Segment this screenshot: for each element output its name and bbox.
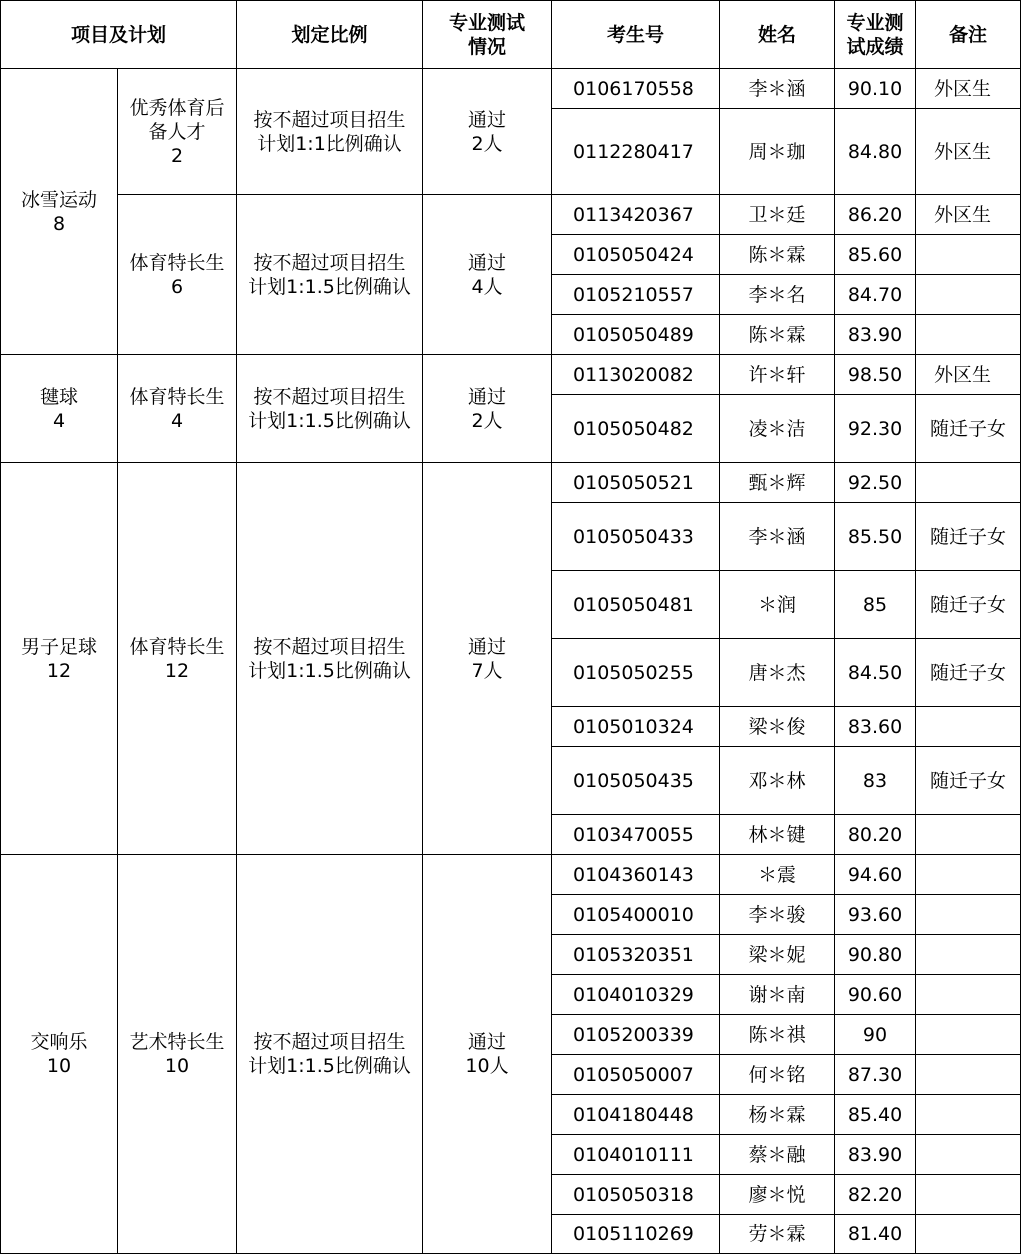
exam-id-cell: 0112280417: [552, 109, 720, 195]
name-cell: 周＊珈: [720, 109, 835, 195]
table-row: [1, 855, 1021, 895]
exam-id-cell: 0104180448: [552, 1095, 720, 1135]
name-cell: 梁＊俊: [720, 707, 835, 747]
exam-id-cell: 0105050255: [552, 639, 720, 707]
ratio-cell: 按不超过项目招生 计划1:1.5比例确认: [237, 855, 423, 1254]
score-cell: 94.60: [835, 855, 916, 895]
remark-cell: [916, 895, 1021, 935]
header-test: 专业测试 情况: [423, 1, 552, 69]
project-cell: 交响乐 10: [1, 855, 118, 1254]
exam-id-cell: 0105110269: [552, 1215, 720, 1254]
score-cell: 81.40: [835, 1215, 916, 1254]
name-cell: 李＊名: [720, 275, 835, 315]
table-row: [1, 355, 1021, 395]
exam-id-cell: 0105200339: [552, 1015, 720, 1055]
name-cell: 谢＊南: [720, 975, 835, 1015]
exam-id-cell: 0104360143: [552, 855, 720, 895]
exam-id-cell: 0104010111: [552, 1135, 720, 1175]
exam-id-cell: 0105050433: [552, 503, 720, 571]
score-cell: 83.90: [835, 315, 916, 355]
name-cell: 甄＊辉: [720, 463, 835, 503]
ratio-cell: 按不超过项目招生 计划1:1.5比例确认: [237, 463, 423, 855]
remark-cell: 随迁子女: [916, 395, 1021, 463]
score-cell: 90.80: [835, 935, 916, 975]
name-cell: 陈＊祺: [720, 1015, 835, 1055]
score-cell: 84.80: [835, 109, 916, 195]
exam-id-cell: 0113020082: [552, 355, 720, 395]
name-cell: 林＊键: [720, 815, 835, 855]
score-cell: 90.10: [835, 69, 916, 109]
score-cell: 87.30: [835, 1055, 916, 1095]
ratio-cell: 按不超过项目招生 计划1:1.5比例确认: [237, 355, 423, 463]
exam-id-cell: 0105050424: [552, 235, 720, 275]
exam-id-cell: 0105400010: [552, 895, 720, 935]
name-cell: 劳＊霖: [720, 1215, 835, 1254]
project-cell: 冰雪运动 8: [1, 69, 118, 355]
name-cell: 邓＊林: [720, 747, 835, 815]
remark-cell: 随迁子女: [916, 503, 1021, 571]
exam-id-cell: 0105210557: [552, 275, 720, 315]
remark-cell: [916, 935, 1021, 975]
category-cell: 优秀体育后 备人才 2: [118, 69, 237, 195]
name-cell: 凌＊洁: [720, 395, 835, 463]
header-remark: 备注: [916, 1, 1021, 69]
score-cell: 85.60: [835, 235, 916, 275]
exam-id-cell: 0105050482: [552, 395, 720, 463]
test-cell: 通过 4人: [423, 195, 552, 355]
name-cell: 李＊骏: [720, 895, 835, 935]
exam-id-cell: 0105050489: [552, 315, 720, 355]
remark-cell: 外区生: [916, 109, 1021, 195]
remark-cell: [916, 1175, 1021, 1215]
score-cell: 93.60: [835, 895, 916, 935]
exam-id-cell: 0105320351: [552, 935, 720, 975]
name-cell: 李＊涵: [720, 503, 835, 571]
remark-cell: 随迁子女: [916, 639, 1021, 707]
exam-id-cell: 0105050007: [552, 1055, 720, 1095]
exam-id-cell: 0105050435: [552, 747, 720, 815]
score-cell: 92.50: [835, 463, 916, 503]
category-cell: 体育特长生 4: [118, 355, 237, 463]
remark-cell: [916, 1055, 1021, 1095]
remark-cell: [916, 1095, 1021, 1135]
table-row: [1, 195, 1021, 235]
name-cell: 杨＊霖: [720, 1095, 835, 1135]
remark-cell: [916, 707, 1021, 747]
remark-cell: [916, 275, 1021, 315]
score-cell: 84.50: [835, 639, 916, 707]
remark-cell: 随迁子女: [916, 747, 1021, 815]
header-exam-id: 考生号: [552, 1, 720, 69]
score-cell: 92.30: [835, 395, 916, 463]
exam-id-cell: 0105010324: [552, 707, 720, 747]
score-cell: 85.40: [835, 1095, 916, 1135]
remark-cell: [916, 235, 1021, 275]
test-cell: 通过 2人: [423, 69, 552, 195]
name-cell: 许＊轩: [720, 355, 835, 395]
category-cell: 体育特长生 6: [118, 195, 237, 355]
name-cell: 陈＊霖: [720, 315, 835, 355]
name-cell: 李＊涵: [720, 69, 835, 109]
header-name: 姓名: [720, 1, 835, 69]
remark-cell: [916, 463, 1021, 503]
remark-cell: [916, 1015, 1021, 1055]
score-cell: 85.50: [835, 503, 916, 571]
category-cell: 艺术特长生 10: [118, 855, 237, 1254]
remark-cell: [916, 855, 1021, 895]
name-cell: 梁＊妮: [720, 935, 835, 975]
score-cell: 86.20: [835, 195, 916, 235]
score-cell: 83.90: [835, 1135, 916, 1175]
header-project: 项目及计划: [1, 1, 237, 69]
name-cell: 卫＊廷: [720, 195, 835, 235]
ratio-cell: 按不超过项目招生 计划1:1比例确认: [237, 69, 423, 195]
remark-cell: 外区生: [916, 195, 1021, 235]
exam-id-cell: 0113420367: [552, 195, 720, 235]
header-ratio: 划定比例: [237, 1, 423, 69]
name-cell: 廖＊悦: [720, 1175, 835, 1215]
exam-id-cell: 0105050521: [552, 463, 720, 503]
score-cell: 90: [835, 1015, 916, 1055]
name-cell: 何＊铭: [720, 1055, 835, 1095]
score-cell: 84.70: [835, 275, 916, 315]
test-cell: 通过 2人: [423, 355, 552, 463]
table-row: [1, 69, 1021, 109]
remark-cell: 外区生: [916, 69, 1021, 109]
score-cell: 98.50: [835, 355, 916, 395]
score-cell: 80.20: [835, 815, 916, 855]
header-score: 专业测 试成绩: [835, 1, 916, 69]
name-cell: 蔡＊融: [720, 1135, 835, 1175]
remark-cell: [916, 815, 1021, 855]
project-cell: 男子足球 12: [1, 463, 118, 855]
exam-id-cell: 0105050481: [552, 571, 720, 639]
name-cell: 陈＊霖: [720, 235, 835, 275]
score-cell: 83: [835, 747, 916, 815]
score-cell: 82.20: [835, 1175, 916, 1215]
score-cell: 85: [835, 571, 916, 639]
category-cell: 体育特长生 12: [118, 463, 237, 855]
name-cell: ＊润: [720, 571, 835, 639]
name-cell: 唐＊杰: [720, 639, 835, 707]
remark-cell: 随迁子女: [916, 571, 1021, 639]
remark-cell: [916, 315, 1021, 355]
score-cell: 83.60: [835, 707, 916, 747]
ratio-cell: 按不超过项目招生 计划1:1.5比例确认: [237, 195, 423, 355]
exam-id-cell: 0106170558: [552, 69, 720, 109]
name-cell: ＊震: [720, 855, 835, 895]
remark-cell: [916, 1135, 1021, 1175]
test-cell: 通过 7人: [423, 463, 552, 855]
exam-id-cell: 0105050318: [552, 1175, 720, 1215]
score-cell: 90.60: [835, 975, 916, 1015]
exam-id-cell: 0103470055: [552, 815, 720, 855]
test-cell: 通过 10人: [423, 855, 552, 1254]
header-row: [1, 1, 1021, 69]
remark-cell: [916, 1215, 1021, 1254]
remark-cell: 外区生: [916, 355, 1021, 395]
exam-id-cell: 0104010329: [552, 975, 720, 1015]
project-cell: 毽球 4: [1, 355, 118, 463]
remark-cell: [916, 975, 1021, 1015]
table-row: [1, 463, 1021, 503]
